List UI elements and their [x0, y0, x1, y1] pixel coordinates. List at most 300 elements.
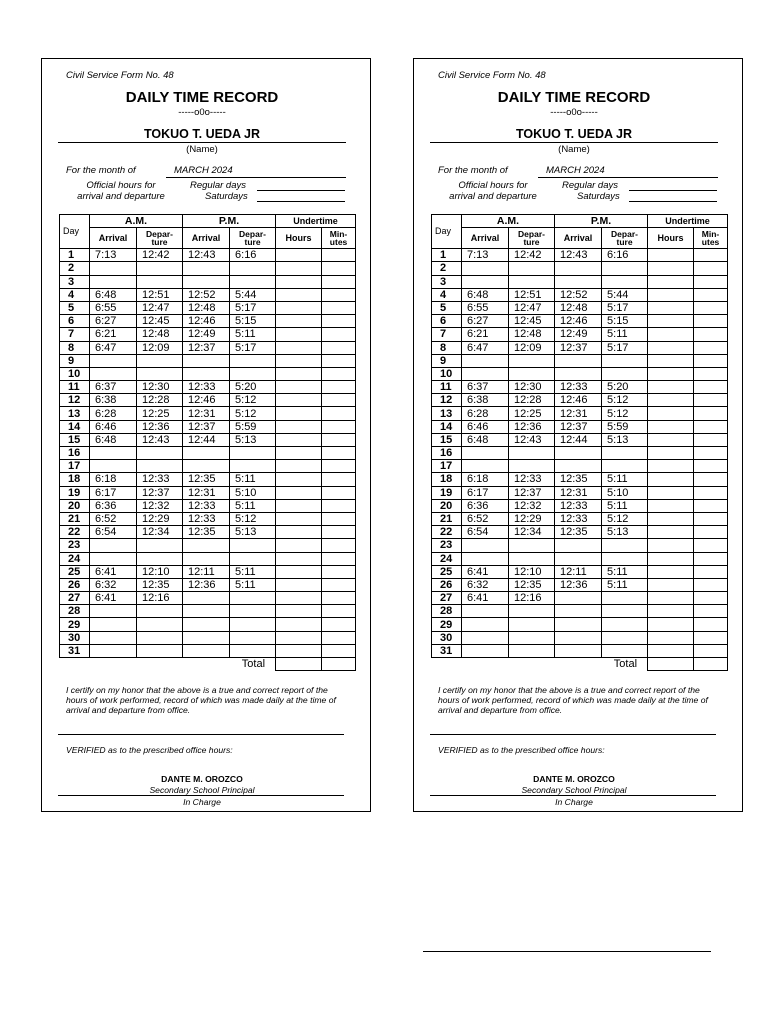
am-departure-cell — [509, 367, 555, 380]
undertime-hours-cell — [648, 644, 694, 657]
undertime-minutes-cell — [694, 644, 728, 657]
regular-days-label: Regular days — [190, 180, 246, 191]
table-row — [60, 381, 356, 394]
am-arrival-cell — [90, 618, 137, 631]
am-arrival-cell: 6:48 — [462, 433, 509, 446]
day-cell: 7 — [60, 328, 90, 341]
undertime-minutes-cell — [694, 460, 728, 473]
pm-arrival-header: Arrival — [183, 228, 230, 249]
pm-departure-cell — [602, 592, 648, 605]
table-row — [60, 354, 356, 367]
undertime-minutes-cell — [322, 512, 356, 525]
day-cell: 22 — [432, 526, 462, 539]
pm-arrival-cell — [555, 592, 602, 605]
am-departure-header: Depar- ture — [137, 228, 183, 249]
am-header: A.M. — [90, 215, 183, 228]
am-arrival-cell: 6:37 — [90, 381, 137, 394]
form-number: Civil Service Form No. 48 — [438, 70, 546, 81]
undertime-hours-cell — [276, 394, 322, 407]
am-departure-cell: 12:09 — [137, 341, 183, 354]
undertime-minutes-header: Min- utes — [694, 228, 728, 249]
pm-arrival-cell — [183, 354, 230, 367]
undertime-minutes-cell — [694, 249, 728, 262]
day-cell: 1 — [432, 249, 462, 262]
day-cell: 13 — [432, 407, 462, 420]
undertime-minutes-cell — [322, 381, 356, 394]
day-cell: 17 — [60, 460, 90, 473]
am-arrival-cell: 6:48 — [90, 433, 137, 446]
pm-arrival-cell: 12:52 — [555, 288, 602, 301]
pm-departure-cell: 5:20 — [230, 381, 276, 394]
pm-departure-cell — [602, 447, 648, 460]
pm-departure-cell: 5:44 — [230, 288, 276, 301]
pm-departure-cell: 5:10 — [230, 486, 276, 499]
principal-line — [430, 795, 716, 796]
am-arrival-cell — [90, 539, 137, 552]
undertime-minutes-cell — [322, 605, 356, 618]
pm-arrival-cell — [555, 460, 602, 473]
day-cell: 25 — [60, 565, 90, 578]
principal-name: DANTE M. OROZCO — [161, 774, 243, 784]
pm-arrival-cell — [555, 367, 602, 380]
pm-departure-cell: 5:11 — [602, 473, 648, 486]
am-arrival-cell: 6:48 — [462, 288, 509, 301]
pm-arrival-cell — [555, 539, 602, 552]
undertime-minutes-cell — [694, 381, 728, 394]
pm-departure-cell: 5:59 — [230, 420, 276, 433]
table-row — [60, 433, 356, 446]
dtr-form-left — [41, 58, 371, 812]
pm-departure-cell: 5:15 — [230, 315, 276, 328]
am-departure-cell: 12:29 — [509, 512, 555, 525]
day-cell: 14 — [60, 420, 90, 433]
undertime-hours-cell — [276, 618, 322, 631]
pm-arrival-cell — [555, 631, 602, 644]
undertime-hours-cell — [648, 565, 694, 578]
undertime-minutes-cell — [322, 354, 356, 367]
undertime-minutes-cell — [322, 592, 356, 605]
day-cell: 31 — [432, 644, 462, 657]
pm-departure-cell — [602, 367, 648, 380]
dtr-table — [431, 214, 728, 671]
undertime-hours-cell — [648, 301, 694, 314]
pm-departure-cell: 5:11 — [230, 499, 276, 512]
title-ornament: -----o0o----- — [550, 107, 598, 118]
day-header: Day — [60, 215, 90, 249]
employee-name: TOKUO T. UEDA JR — [144, 127, 260, 141]
pm-arrival-cell: 12:33 — [555, 381, 602, 394]
pm-arrival-cell — [183, 262, 230, 275]
am-departure-cell: 12:43 — [509, 433, 555, 446]
pm-arrival-cell: 12:37 — [183, 420, 230, 433]
am-arrival-cell — [90, 552, 137, 565]
pm-departure-cell: 5:11 — [230, 578, 276, 591]
pm-departure-cell — [602, 605, 648, 618]
name-caption: (Name) — [558, 144, 590, 155]
am-departure-cell: 12:32 — [137, 499, 183, 512]
pm-arrival-cell: 12:33 — [183, 381, 230, 394]
pm-departure-cell: 5:11 — [602, 499, 648, 512]
total-label: Total — [60, 658, 276, 671]
pm-arrival-cell: 12:31 — [183, 407, 230, 420]
day-cell: 28 — [432, 605, 462, 618]
am-arrival-header: Arrival — [90, 228, 137, 249]
day-cell: 21 — [60, 512, 90, 525]
day-cell: 30 — [432, 631, 462, 644]
pm-departure-cell: 5:59 — [602, 420, 648, 433]
undertime-minutes-cell — [694, 288, 728, 301]
undertime-hours-cell — [648, 592, 694, 605]
day-cell: 10 — [60, 367, 90, 380]
am-arrival-cell: 6:27 — [90, 315, 137, 328]
day-cell: 20 — [432, 499, 462, 512]
am-departure-cell — [137, 618, 183, 631]
undertime-minutes-cell — [322, 486, 356, 499]
am-arrival-cell: 6:38 — [462, 394, 509, 407]
am-arrival-cell: 6:18 — [462, 473, 509, 486]
am-departure-cell: 12:51 — [137, 288, 183, 301]
table-row — [432, 315, 728, 328]
am-departure-cell — [137, 447, 183, 460]
pm-departure-cell: 5:11 — [230, 565, 276, 578]
am-departure-cell: 12:48 — [509, 328, 555, 341]
table-row — [432, 433, 728, 446]
pm-departure-cell — [602, 631, 648, 644]
table-row — [432, 394, 728, 407]
pm-departure-header: Depar- ture — [602, 228, 648, 249]
undertime-hours-cell — [648, 539, 694, 552]
official-hours-label-2: arrival and departure — [77, 191, 165, 202]
am-departure-cell: 12:48 — [137, 328, 183, 341]
pm-arrival-cell — [183, 592, 230, 605]
saturdays-label: Saturdays — [577, 191, 620, 202]
undertime-hours-header: Hours — [276, 228, 322, 249]
table-row — [432, 354, 728, 367]
pm-arrival-cell — [555, 552, 602, 565]
undertime-hours-cell — [276, 539, 322, 552]
undertime-hours-cell — [276, 460, 322, 473]
pm-arrival-cell — [183, 447, 230, 460]
am-arrival-cell: 6:17 — [90, 486, 137, 499]
undertime-minutes-cell — [694, 618, 728, 631]
undertime-minutes-cell — [322, 460, 356, 473]
pm-arrival-cell: 12:37 — [183, 341, 230, 354]
day-cell: 4 — [432, 288, 462, 301]
pm-departure-cell: 5:12 — [602, 407, 648, 420]
undertime-hours-cell — [648, 328, 694, 341]
table-row — [60, 262, 356, 275]
undertime-hours-cell — [276, 526, 322, 539]
pm-arrival-cell: 12:52 — [183, 288, 230, 301]
pm-arrival-cell — [555, 262, 602, 275]
undertime-minutes-cell — [694, 605, 728, 618]
pm-departure-cell — [602, 354, 648, 367]
day-cell: 24 — [60, 552, 90, 565]
table-row — [60, 315, 356, 328]
principal-name: DANTE M. OROZCO — [533, 774, 615, 784]
undertime-minutes-cell — [322, 328, 356, 341]
undertime-hours-cell — [648, 460, 694, 473]
am-departure-cell: 12:35 — [137, 578, 183, 591]
pm-departure-cell: 5:10 — [602, 486, 648, 499]
name-underline — [430, 142, 718, 143]
undertime-hours-cell — [648, 631, 694, 644]
day-cell: 4 — [60, 288, 90, 301]
table-row — [60, 301, 356, 314]
am-departure-cell: 12:36 — [137, 420, 183, 433]
undertime-hours-cell — [648, 315, 694, 328]
month-underline — [538, 177, 718, 178]
undertime-minutes-cell — [322, 644, 356, 657]
am-arrival-cell — [462, 460, 509, 473]
undertime-hours-cell — [276, 473, 322, 486]
pm-departure-cell: 5:17 — [602, 301, 648, 314]
undertime-hours-cell — [648, 605, 694, 618]
am-departure-cell: 12:43 — [137, 433, 183, 446]
am-departure-cell — [137, 631, 183, 644]
month-value: MARCH 2024 — [174, 165, 233, 176]
undertime-hours-cell — [276, 631, 322, 644]
undertime-minutes-cell — [694, 565, 728, 578]
name-caption: (Name) — [186, 144, 218, 155]
pm-arrival-cell: 12:46 — [555, 315, 602, 328]
am-arrival-cell: 6:28 — [90, 407, 137, 420]
day-cell: 6 — [432, 315, 462, 328]
undertime-hours-cell — [648, 381, 694, 394]
am-departure-cell: 12:33 — [137, 473, 183, 486]
day-cell: 3 — [60, 275, 90, 288]
undertime-hours-cell — [276, 249, 322, 262]
pm-departure-cell: 5:12 — [230, 512, 276, 525]
table-row — [60, 499, 356, 512]
undertime-hours-cell — [648, 526, 694, 539]
am-departure-cell: 12:30 — [509, 381, 555, 394]
am-arrival-cell: 6:27 — [462, 315, 509, 328]
undertime-minutes-cell — [322, 288, 356, 301]
am-arrival-cell — [462, 367, 509, 380]
undertime-hours-cell — [648, 552, 694, 565]
day-cell: 2 — [432, 262, 462, 275]
pm-arrival-cell: 12:33 — [555, 499, 602, 512]
undertime-minutes-cell — [694, 486, 728, 499]
am-arrival-cell: 6:54 — [90, 526, 137, 539]
am-arrival-cell: 6:48 — [90, 288, 137, 301]
pm-arrival-cell: 12:35 — [555, 526, 602, 539]
day-cell: 22 — [60, 526, 90, 539]
pm-arrival-cell: 12:43 — [555, 249, 602, 262]
day-cell: 2 — [60, 262, 90, 275]
pm-departure-cell: 5:12 — [602, 512, 648, 525]
am-arrival-cell: 6:54 — [462, 526, 509, 539]
day-cell: 24 — [432, 552, 462, 565]
table-row — [432, 420, 728, 433]
am-departure-cell: 12:34 — [137, 526, 183, 539]
am-departure-cell — [137, 539, 183, 552]
table-row — [432, 552, 728, 565]
table-row — [60, 539, 356, 552]
certification-text: I certify on my honor that the above is a true and correct report of the hours of work performed, record of which was made daily at the time of arrival and departure from office. — [66, 685, 336, 715]
undertime-hours-cell — [276, 447, 322, 460]
undertime-hours-cell — [648, 433, 694, 446]
undertime-hours-cell — [276, 407, 322, 420]
day-cell: 9 — [60, 354, 90, 367]
am-departure-cell: 12:45 — [509, 315, 555, 328]
regular-days-line — [257, 190, 345, 191]
undertime-minutes-cell — [694, 341, 728, 354]
pm-arrival-cell — [555, 354, 602, 367]
undertime-hours-cell — [276, 644, 322, 657]
am-arrival-cell: 6:32 — [462, 578, 509, 591]
undertime-hours-cell — [648, 249, 694, 262]
dtr-table — [59, 214, 356, 671]
day-cell: 18 — [60, 473, 90, 486]
am-arrival-cell: 6:47 — [462, 341, 509, 354]
pm-arrival-cell — [555, 644, 602, 657]
undertime-minutes-cell — [694, 262, 728, 275]
pm-departure-cell: 5:12 — [230, 407, 276, 420]
am-arrival-cell: 6:18 — [90, 473, 137, 486]
am-arrival-cell: 7:13 — [462, 249, 509, 262]
pm-arrival-cell: 12:33 — [183, 512, 230, 525]
day-cell: 27 — [432, 592, 462, 605]
undertime-hours-cell — [648, 354, 694, 367]
day-cell: 11 — [60, 381, 90, 394]
pm-departure-cell: 5:13 — [230, 526, 276, 539]
undertime-hours-cell — [648, 473, 694, 486]
am-departure-cell: 12:28 — [509, 394, 555, 407]
undertime-hours-cell — [648, 486, 694, 499]
undertime-hours-cell — [276, 512, 322, 525]
day-cell: 29 — [60, 618, 90, 631]
pm-arrival-cell — [183, 367, 230, 380]
am-departure-cell — [509, 354, 555, 367]
undertime-minutes-cell — [322, 275, 356, 288]
pm-departure-cell: 5:11 — [230, 473, 276, 486]
undertime-minutes-cell — [322, 433, 356, 446]
pm-arrival-cell — [183, 644, 230, 657]
pm-departure-cell — [230, 460, 276, 473]
pm-arrival-cell — [183, 275, 230, 288]
pm-arrival-cell: 12:31 — [555, 486, 602, 499]
undertime-hours-cell — [276, 315, 322, 328]
table-row — [432, 618, 728, 631]
table-row — [60, 618, 356, 631]
pm-departure-cell — [602, 644, 648, 657]
dtr-form-right — [413, 58, 743, 812]
table-row — [60, 249, 356, 262]
table-row — [432, 631, 728, 644]
pm-arrival-cell — [183, 552, 230, 565]
undertime-hours-cell — [276, 420, 322, 433]
day-cell: 15 — [432, 433, 462, 446]
day-cell: 21 — [432, 512, 462, 525]
pm-departure-cell: 5:12 — [230, 394, 276, 407]
am-arrival-cell: 6:47 — [90, 341, 137, 354]
am-departure-cell — [137, 275, 183, 288]
pm-arrival-cell: 12:31 — [555, 407, 602, 420]
pm-arrival-cell: 12:49 — [555, 328, 602, 341]
undertime-minutes-cell — [322, 394, 356, 407]
pm-departure-cell: 5:11 — [602, 328, 648, 341]
table-row — [432, 578, 728, 591]
am-arrival-cell — [90, 354, 137, 367]
total-hours-cell — [648, 658, 694, 671]
undertime-minutes-cell — [322, 526, 356, 539]
am-departure-cell — [137, 354, 183, 367]
undertime-hours-cell — [276, 328, 322, 341]
am-departure-cell — [137, 367, 183, 380]
pm-arrival-cell: 12:11 — [555, 565, 602, 578]
undertime-hours-cell — [648, 578, 694, 591]
day-cell: 8 — [432, 341, 462, 354]
undertime-minutes-cell — [322, 262, 356, 275]
day-cell: 23 — [60, 539, 90, 552]
pm-arrival-cell — [183, 631, 230, 644]
undertime-hours-cell — [276, 486, 322, 499]
pm-departure-cell — [602, 618, 648, 631]
pm-arrival-cell — [555, 275, 602, 288]
am-arrival-cell — [462, 539, 509, 552]
undertime-hours-cell — [648, 407, 694, 420]
am-departure-cell: 12:51 — [509, 288, 555, 301]
total-minutes-cell — [694, 658, 728, 671]
undertime-hours-cell — [276, 605, 322, 618]
am-arrival-cell: 6:41 — [90, 565, 137, 578]
undertime-hours-cell — [276, 301, 322, 314]
undertime-minutes-cell — [322, 618, 356, 631]
undertime-minutes-cell — [322, 249, 356, 262]
pm-arrival-cell: 12:49 — [183, 328, 230, 341]
pm-arrival-header: Arrival — [555, 228, 602, 249]
am-arrival-cell — [90, 262, 137, 275]
pm-departure-cell — [230, 618, 276, 631]
table-row — [432, 407, 728, 420]
table-row — [60, 631, 356, 644]
undertime-minutes-cell — [322, 552, 356, 565]
undertime-minutes-cell — [694, 578, 728, 591]
am-arrival-cell — [90, 631, 137, 644]
day-cell: 26 — [432, 578, 462, 591]
pm-departure-cell: 5:17 — [230, 341, 276, 354]
undertime-minutes-cell — [322, 447, 356, 460]
month-value: MARCH 2024 — [546, 165, 605, 176]
day-cell: 5 — [60, 301, 90, 314]
verified-text: VERIFIED as to the prescribed office hours: — [438, 745, 605, 755]
pm-arrival-cell: 12:35 — [183, 526, 230, 539]
pm-arrival-cell — [555, 447, 602, 460]
am-arrival-cell — [90, 605, 137, 618]
am-arrival-cell: 6:41 — [462, 565, 509, 578]
am-arrival-cell — [462, 354, 509, 367]
pm-departure-cell — [230, 552, 276, 565]
undertime-hours-cell — [648, 262, 694, 275]
am-departure-cell — [509, 631, 555, 644]
am-departure-cell: 12:29 — [137, 512, 183, 525]
pm-departure-cell — [602, 539, 648, 552]
day-cell: 7 — [432, 328, 462, 341]
am-arrival-cell: 6:21 — [462, 328, 509, 341]
pm-arrival-cell: 12:44 — [183, 433, 230, 446]
undertime-hours-cell — [648, 288, 694, 301]
table-row — [432, 381, 728, 394]
am-departure-header: Depar- ture — [509, 228, 555, 249]
am-departure-cell — [137, 552, 183, 565]
undertime-hours-cell — [648, 367, 694, 380]
am-departure-cell: 12:16 — [509, 592, 555, 605]
undertime-hours-cell — [276, 552, 322, 565]
table-row — [432, 526, 728, 539]
signature-line — [58, 734, 344, 735]
